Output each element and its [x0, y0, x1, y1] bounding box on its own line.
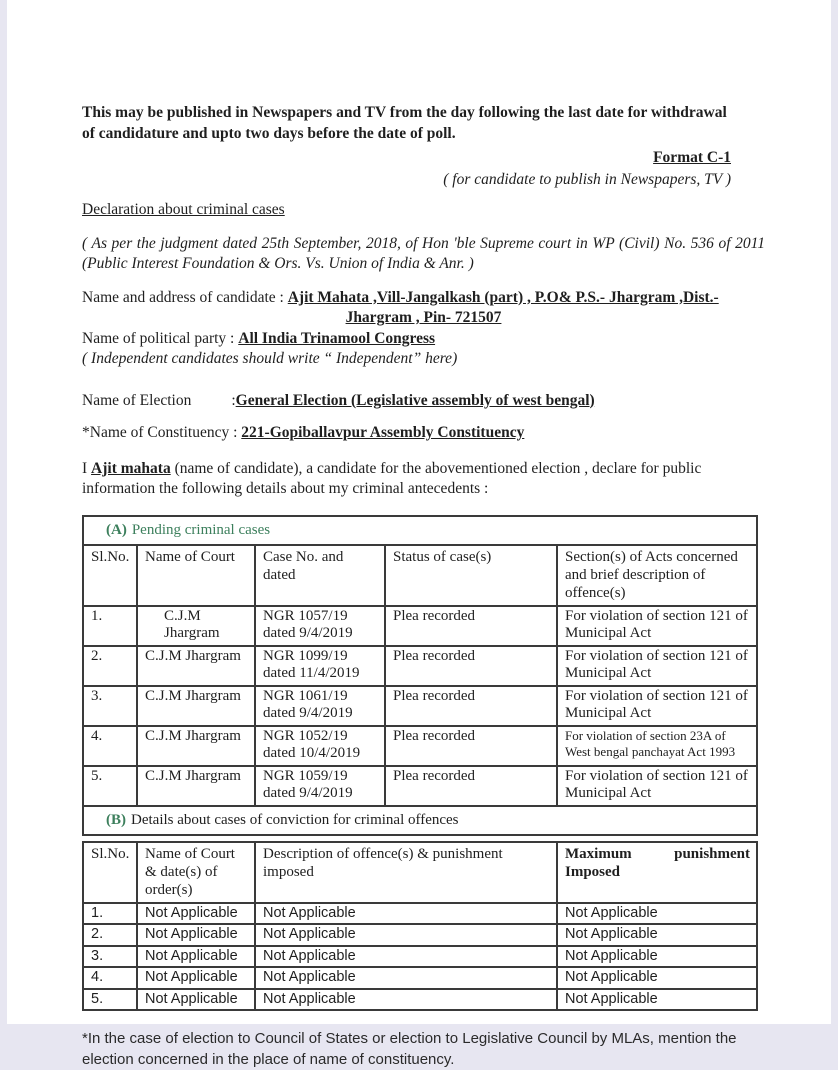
column-header-slno: Sl.No. — [83, 545, 137, 606]
pending-cases-header-row — [83, 545, 757, 606]
conviction-header-row — [83, 842, 757, 903]
cell-status: Plea recorded — [385, 686, 557, 726]
cell-slno: 1. — [83, 606, 137, 646]
case-date: dated 9/4/2019 — [263, 705, 353, 721]
cell-slno: 2. — [83, 646, 137, 686]
case-number: NGR 1061/19 — [263, 687, 348, 704]
election-value: General Election (Legislative assembly of west bengal) — [235, 391, 595, 409]
declaration-pre: I — [82, 459, 92, 477]
column-header-court-date: Name of Court & date(s) of order(s) — [137, 842, 255, 903]
section-line2: West bengal panchayat Act 1993 — [565, 743, 736, 759]
declaration-sentence — [82, 459, 765, 500]
cell-slno: 3. — [83, 946, 137, 968]
candidate-address-line2 — [82, 308, 765, 329]
format-note: ( for candidate to publish in Newspapers, TV ) — [443, 170, 731, 188]
cell-case — [255, 646, 385, 686]
section-line2: Municipal Act — [565, 705, 652, 721]
cell-section — [557, 606, 757, 646]
section-line1: For violation of section 121 of — [565, 607, 748, 624]
max-word1: Maximum — [565, 845, 632, 862]
conviction-table — [82, 841, 758, 1012]
cell-court: Not Applicable — [137, 967, 255, 989]
cell-section — [557, 766, 757, 806]
candidate-address-label: Name and address of candidate : — [82, 288, 288, 306]
party-value: All India Trinamool Congress — [238, 329, 436, 347]
table-row — [83, 924, 757, 946]
format-label: Format C-1 — [653, 149, 731, 166]
section-line2: Municipal Act — [565, 665, 652, 681]
candidate-address-value-line1: Ajit Mahata ,Vill-Jangalkash (part) , P.O& P.S.- Jhargram ,Dist.- — [287, 288, 719, 306]
table-row — [83, 686, 757, 726]
election-line — [82, 391, 765, 412]
section-a-title: Pending criminal cases — [131, 521, 271, 538]
max-word2: punishment — [674, 845, 750, 862]
table-row — [83, 726, 757, 766]
constituency-footnote: *In the case of election to Council of States or election to Legislative Council by MLAs, mention the election concerned in the place of name of constituency. — [82, 1030, 737, 1068]
cell-description: Not Applicable — [255, 989, 557, 1011]
cell-max-punishment: Not Applicable — [557, 946, 757, 968]
section-a-band — [83, 516, 757, 545]
section-line2: Municipal Act — [565, 785, 652, 801]
cell-max-punishment: Not Applicable — [557, 967, 757, 989]
table-row — [83, 766, 757, 806]
table-row — [83, 989, 757, 1011]
column-header-court: Name of Court — [137, 545, 255, 606]
cell-slno: 3. — [83, 686, 137, 726]
declaration-heading: Declaration about criminal cases — [82, 201, 285, 218]
cell-court: Not Applicable — [137, 989, 255, 1011]
cell-max-punishment: Not Applicable — [557, 924, 757, 946]
cell-status: Plea recorded — [385, 606, 557, 646]
section-line1: For violation of section 121 of — [565, 647, 748, 664]
table-row — [83, 967, 757, 989]
pending-cases-table — [82, 515, 758, 836]
cell-max-punishment: Not Applicable — [557, 989, 757, 1011]
cell-slno: 4. — [83, 967, 137, 989]
cell-court: C.J.M Jhargram — [137, 686, 255, 726]
case-date: dated 11/4/2019 — [263, 665, 360, 681]
cell-section — [557, 686, 757, 726]
cell-case — [255, 766, 385, 806]
cell-section — [557, 646, 757, 686]
case-date: dated 9/4/2019 — [263, 625, 353, 641]
election-colon: : — [231, 391, 236, 409]
cell-court: C.J.M Jhargram — [137, 646, 255, 686]
cell-court: C.J.M Jhargram — [137, 726, 255, 766]
cell-court: Not Applicable — [137, 946, 255, 968]
case-number: NGR 1059/19 — [263, 767, 348, 784]
candidate-name-inline: Ajit mahata — [91, 459, 171, 477]
max-punishment-line2: Imposed — [565, 863, 621, 880]
table-row — [83, 646, 757, 686]
cell-slno: 4. — [83, 726, 137, 766]
section-line1: For violation of section 121 of — [565, 767, 748, 784]
section-line1: For violation of section 23A of — [565, 727, 726, 743]
constituency-label: *Name of Constituency : — [82, 424, 242, 441]
cell-case — [255, 606, 385, 646]
cell-slno: 1. — [83, 903, 137, 925]
party-label: Name of political party : — [82, 329, 239, 347]
section-b-prefix: (B) — [106, 811, 126, 828]
case-date: dated 9/4/2019 — [263, 785, 353, 801]
cell-description: Not Applicable — [255, 924, 557, 946]
cell-court: Not Applicable — [137, 924, 255, 946]
cell-slno: 5. — [83, 766, 137, 806]
max-punishment-line1 — [565, 845, 750, 863]
column-header-case: Case No. and dated — [255, 545, 385, 606]
cell-status: Plea recorded — [385, 766, 557, 806]
column-header-slno: Sl.No. — [83, 842, 137, 903]
section-line1: For violation of section 121 of — [565, 687, 748, 704]
column-header-section: Section(s) of Acts concerned and brief description of offence(s) — [557, 545, 757, 606]
declaration-heading-line — [82, 200, 765, 221]
candidate-address-value-line2: Jhargram , Pin- 721507 — [345, 309, 502, 326]
election-label: Name of Election — [82, 391, 192, 409]
declaration-post: (name of candidate), a candidate for the abovementioned election , declare for public information the following details about my criminal antecedents : — [82, 459, 702, 497]
table-row — [83, 606, 757, 646]
format-line — [82, 148, 765, 169]
column-header-status: Status of case(s) — [385, 545, 557, 606]
publish-instruction-paragraph: This may be published in Newspapers and TV from the day following the last date for withdrawal of candidature and upto two days before the date of poll. — [82, 104, 727, 142]
table-row — [83, 946, 757, 968]
document-page — [7, 0, 831, 1068]
column-header-max-punishment — [557, 842, 757, 903]
case-number: NGR 1052/19 — [263, 727, 348, 744]
candidate-address-line — [82, 288, 765, 309]
section-b-title: Details about cases of conviction for criminal offences — [131, 811, 459, 828]
table-row — [83, 903, 757, 925]
cell-status: Plea recorded — [385, 646, 557, 686]
candidate-address-block — [82, 288, 765, 370]
party-line — [82, 329, 765, 350]
section-line2: Municipal Act — [565, 625, 652, 641]
independent-note: ( Independent candidates should write “ Independent” here) — [82, 350, 458, 367]
cell-court: C.J.M Jhargram — [137, 766, 255, 806]
case-number: NGR 1057/19 — [263, 607, 348, 624]
constituency-value: 221-Gopiballavpur Assembly Constituency — [241, 424, 525, 441]
cell-court: C.J.M Jhargram — [137, 606, 255, 646]
judgment-note: ( As per the judgment dated 25th September, 2018, of Hon 'ble Supreme court in WP (Civil) No. 536 of 2011 (Public Interest Foundation & Ors. Vs. Union of India & Anr. ) — [82, 234, 765, 272]
cell-section — [557, 726, 757, 766]
constituency-line — [82, 423, 765, 444]
cell-description: Not Applicable — [255, 967, 557, 989]
section-a-prefix: (A) — [106, 521, 127, 538]
cell-max-punishment: Not Applicable — [557, 903, 757, 925]
case-number: NGR 1099/19 — [263, 647, 348, 664]
cell-description: Not Applicable — [255, 946, 557, 968]
case-date: dated 10/4/2019 — [263, 745, 361, 761]
cell-case — [255, 726, 385, 766]
cell-case — [255, 686, 385, 726]
cell-description: Not Applicable — [255, 903, 557, 925]
section-b-band — [83, 806, 757, 835]
cell-slno: 2. — [83, 924, 137, 946]
cell-slno: 5. — [83, 989, 137, 1011]
cell-court: Not Applicable — [137, 903, 255, 925]
column-header-description: Description of offence(s) & punishment imposed — [255, 842, 557, 903]
cell-status: Plea recorded — [385, 726, 557, 766]
